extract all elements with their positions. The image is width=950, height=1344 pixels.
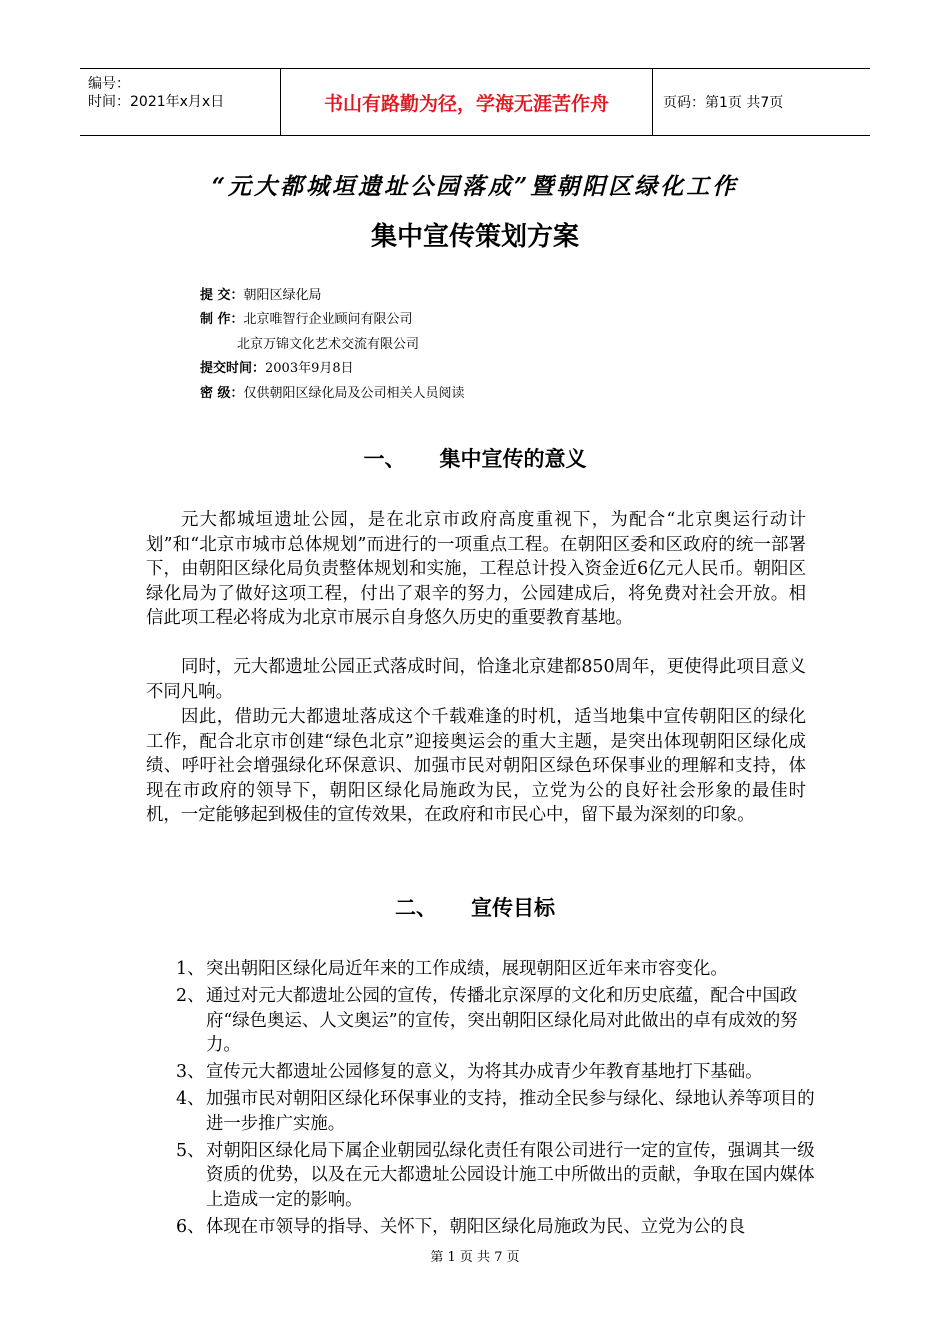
list-item-text: 宣传元大都遗址公园修复的意义，为将其办成青少年教育基地打下基础。 <box>206 1062 763 1082</box>
section-heading-2 <box>0 892 950 922</box>
document-title-line1: “元大都城垣遗址公园落成”暨朝阳区绿化工作 <box>211 173 739 200</box>
meta-level <box>200 382 465 406</box>
list-item-number: 3、 <box>176 1062 205 1082</box>
list-item-number: 2、 <box>176 986 205 1006</box>
document-title-line2: 集中宣传策划方案 <box>370 222 579 252</box>
meta-time-key: 提交时间： <box>200 361 266 376</box>
section-1-number: 一、 <box>363 447 406 471</box>
section-heading-1 <box>0 443 950 473</box>
meta-level-key: 密 级： <box>200 386 244 401</box>
goals-list <box>176 957 816 1242</box>
list-item <box>176 957 816 982</box>
page-footer: 第 1 页 共 7 页 <box>430 1250 520 1265</box>
meta-submit-key: 提 交： <box>200 288 244 303</box>
meta-maker-value-2: 北京万锦文化艺术交流有限公司 <box>237 337 420 352</box>
header-left-cell <box>80 69 279 135</box>
list-item <box>176 984 816 1058</box>
list-item-number: 1、 <box>176 959 205 979</box>
document-time: 时间：2021年x月x日 <box>88 94 225 110</box>
section-1-title: 集中宣传的意义 <box>439 447 587 471</box>
document-number: 编号： <box>88 76 130 92</box>
list-item-number: 6、 <box>176 1216 205 1237</box>
header-page-number: 页码：第1页 共7页 <box>663 95 784 111</box>
meta-level-value: 仅供朝阳区绿化局及公司相关人员阅读 <box>243 386 465 401</box>
meta-submit-value: 朝阳区绿化局 <box>243 288 322 303</box>
meta-maker-2 <box>237 333 419 357</box>
header-motto: 书山有路勤为径，学海无涯苦作舟 <box>280 69 653 135</box>
list-item-text: 加强市民对朝阳区绿化环保事业的支持，推动全民参与绿化、绿地认养等项目的进一步推广实施。 <box>206 1089 815 1134</box>
meta-maker <box>200 308 413 332</box>
paragraph-3: 因此，借助元大都遗址落成这个千载难逢的时机，适当地集中宣传朝阳区的绿化工作，配合北京市创建“绿色北京”迎接奥运会的重大主题，是突出体现朝阳区绿化成绩、呼吁社会增强绿化环保意识、加强市民对朝阳区绿色环保事业的理解和支持，体现在市政府的领导下，朝阳区绿化局施政为民，立党为公的良好社会形象的最佳时机，一定能够起到极佳的宣传效果，在政府和市民心中，留下最为深刻的印象。 <box>146 707 806 825</box>
list-item <box>176 1215 816 1240</box>
list-item-text: 对朝阳区绿化局下属企业朝园弘绿化责任有限公司进行一定的宣传，强调其一级资质的优势，以及在元大都遗址公园设计施工中所做出的贡献，争取在国内媒体上造成一定的影响。 <box>206 1140 815 1210</box>
section-2-title: 宣传目标 <box>471 896 555 920</box>
list-item-text: 体现在市领导的指导、关怀下，朝阳区绿化局施政为民、立党为公的良 <box>206 1216 746 1237</box>
meta-maker-value-1: 北京唯智行企业顾问有限公司 <box>243 312 413 327</box>
paragraph-2: 同时，元大都遗址公园正式落成时间，恰逢北京建都850周年，更使得此项目意义不同凡响。 <box>146 657 806 702</box>
list-item <box>176 1087 816 1136</box>
meta-time <box>200 357 354 381</box>
header-table <box>80 68 870 136</box>
list-item <box>176 1060 816 1085</box>
list-item-text: 通过对元大都遗址公园的宣传，传播北京深厚的文化和历史底蕴，配合中国政府“绿色奥运、人文奥运”的宣传，突出朝阳区绿化局对此做出的卓有成效的努力。 <box>206 986 798 1055</box>
section-2-number: 二、 <box>395 896 437 920</box>
meta-maker-key: 制 作： <box>200 312 244 327</box>
meta-submit <box>200 284 322 308</box>
paragraph-1: 元大都城垣遗址公园，是在北京市政府高度重视下，为配合“北京奥运行动计划”和“北京市城市总体规划”而进行的一项重点工程。在朝阳区委和区政府的统一部署下，由朝阳区绿化局负责整体规划和实施，工程总计投入资金近6亿元人民币。朝阳区绿化局为了做好这项工程，付出了艰辛的努力，公园建成后，将免费对社会开放。相信此项工程必将成为北京市展示自身悠久历史的重要教育基地。 <box>146 510 806 628</box>
meta-time-value: 2003年9月8日 <box>265 361 354 376</box>
list-item <box>176 1139 816 1213</box>
list-item-text: 突出朝阳区绿化局近年来的工作成绩，展现朝阳区近年来市容变化。 <box>206 959 728 979</box>
list-item-number: 4、 <box>176 1089 205 1109</box>
list-item-number: 5、 <box>176 1140 205 1161</box>
